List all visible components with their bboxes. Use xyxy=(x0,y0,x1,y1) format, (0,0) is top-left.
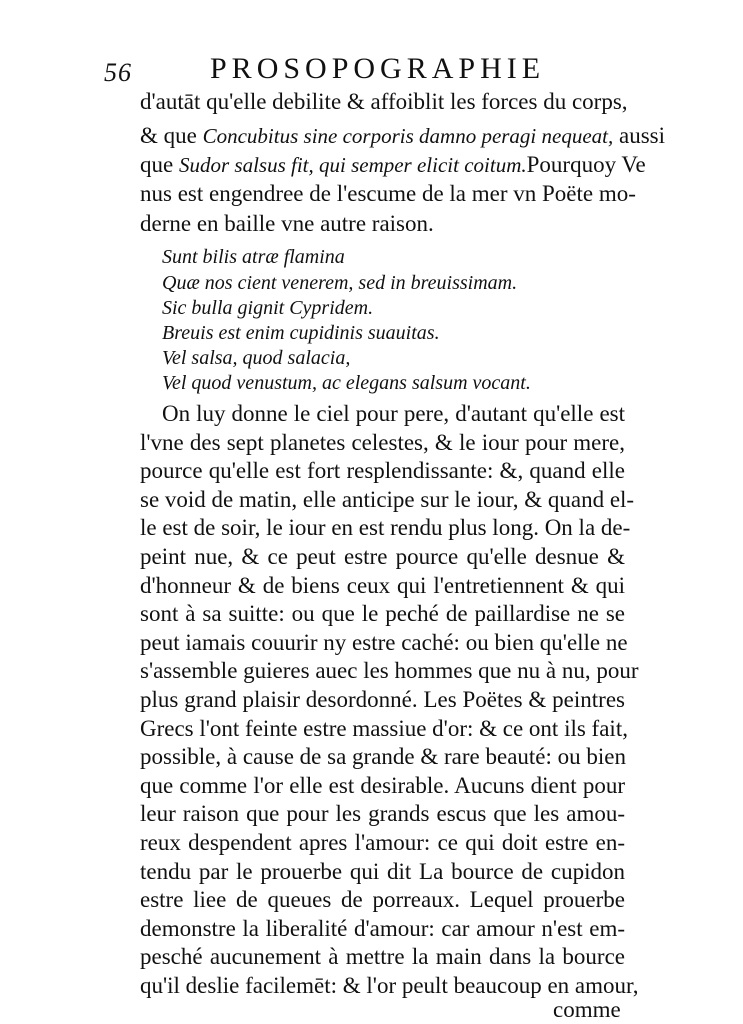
text-line: On luy donne le ciel pour pere, d'autant qu'elle est xyxy=(162,401,625,426)
text-line: estre liee de queues de porreaux. Lequel prouerbe xyxy=(140,887,625,913)
verse-line: Sunt bilis atræ flamina xyxy=(162,246,345,268)
text-line: l'vne des sept planetes celestes, & le iour pour mere, xyxy=(140,429,625,455)
text-line: d'autāt qu'elle debilite & affoiblit les forces du corps, xyxy=(140,89,628,114)
latin-phrase: Concubitus sine corporis damno peragi nequeat, xyxy=(202,124,614,148)
text-line: & que Concubitus sine corporis damno peragi nequeat, aussi xyxy=(140,123,665,148)
text-line: que Sudor salsus fit, qui semper elicit coitum.Pourquoy Ve xyxy=(140,152,646,177)
latin-phrase: Sudor salsus fit, qui semper elicit coitum. xyxy=(178,153,527,177)
text-line: possible, à cause de sa grande & rare beauté: ou bien xyxy=(140,744,626,770)
text-line: peint nue, & ce peut estre pource qu'elle desnue & xyxy=(140,544,625,569)
text-line: s'assemble guieres auec les hommes que nu à nu, pour xyxy=(140,658,639,684)
verse-line: Vel quod venustum, ac elegans salsum vocant. xyxy=(162,372,531,394)
text-line: plus grand plaisir desordonné. Les Poëtes & peintres xyxy=(140,687,625,712)
text-line: pesché aucunement à mettre la main dans la bource xyxy=(140,944,625,970)
text-line: que comme l'or elle est desirable. Aucuns dient pour xyxy=(140,772,625,798)
text-line: derne en baille vne autre raison. xyxy=(140,211,434,236)
text-line: qu'il deslie facilemēt: & l'or peult beaucoup en amour, xyxy=(140,973,639,998)
text-line: nus est engendree de l'escume de la mer vn Poëte mo- xyxy=(140,181,636,206)
verse-line: Vel salsa, quod salacia, xyxy=(162,347,351,369)
text-line: reux despendent apres l'amour: ce qui doit estre en- xyxy=(140,830,625,855)
verse-line: Sic bulla gignit Cypridem. xyxy=(162,297,374,319)
text-line: peut iamais couurir ny estre caché: ou bien qu'elle ne xyxy=(140,629,628,655)
text-line: sont à sa suitte: ou que le peché de paillardise ne se xyxy=(140,601,625,627)
page-number: 56 xyxy=(104,58,132,87)
text-line: Grecs l'ont feinte estre massiue d'or: & ce ont ils fait, xyxy=(140,715,628,741)
text-line: pource qu'elle est fort resplendissante: &, quand elle xyxy=(140,458,625,484)
verse-line: Breuis est enim cupidinis suauitas. xyxy=(162,322,440,344)
catchword: comme xyxy=(553,996,621,1022)
text-line: se void de matin, elle anticipe sur le iour, & quand el- xyxy=(140,486,635,512)
text-line: le est de soir, le iour en est rendu plus long. On la de- xyxy=(140,515,631,541)
text-line: d'honneur & de biens ceux qui l'entretiennent & qui xyxy=(140,572,625,598)
verse-line: Quæ nos cient venerem, sed in breuissimam. xyxy=(162,272,518,294)
text-line: tendu par le prouerbe qui dit La bource de cupidon xyxy=(140,858,625,884)
running-head: PROSOPOGRAPHIE xyxy=(210,52,546,85)
text-line: leur raison que pour les grands escus que les amou- xyxy=(140,801,625,827)
text-line: demonstre la liberalité d'amour: car amour n'est em- xyxy=(140,915,625,941)
